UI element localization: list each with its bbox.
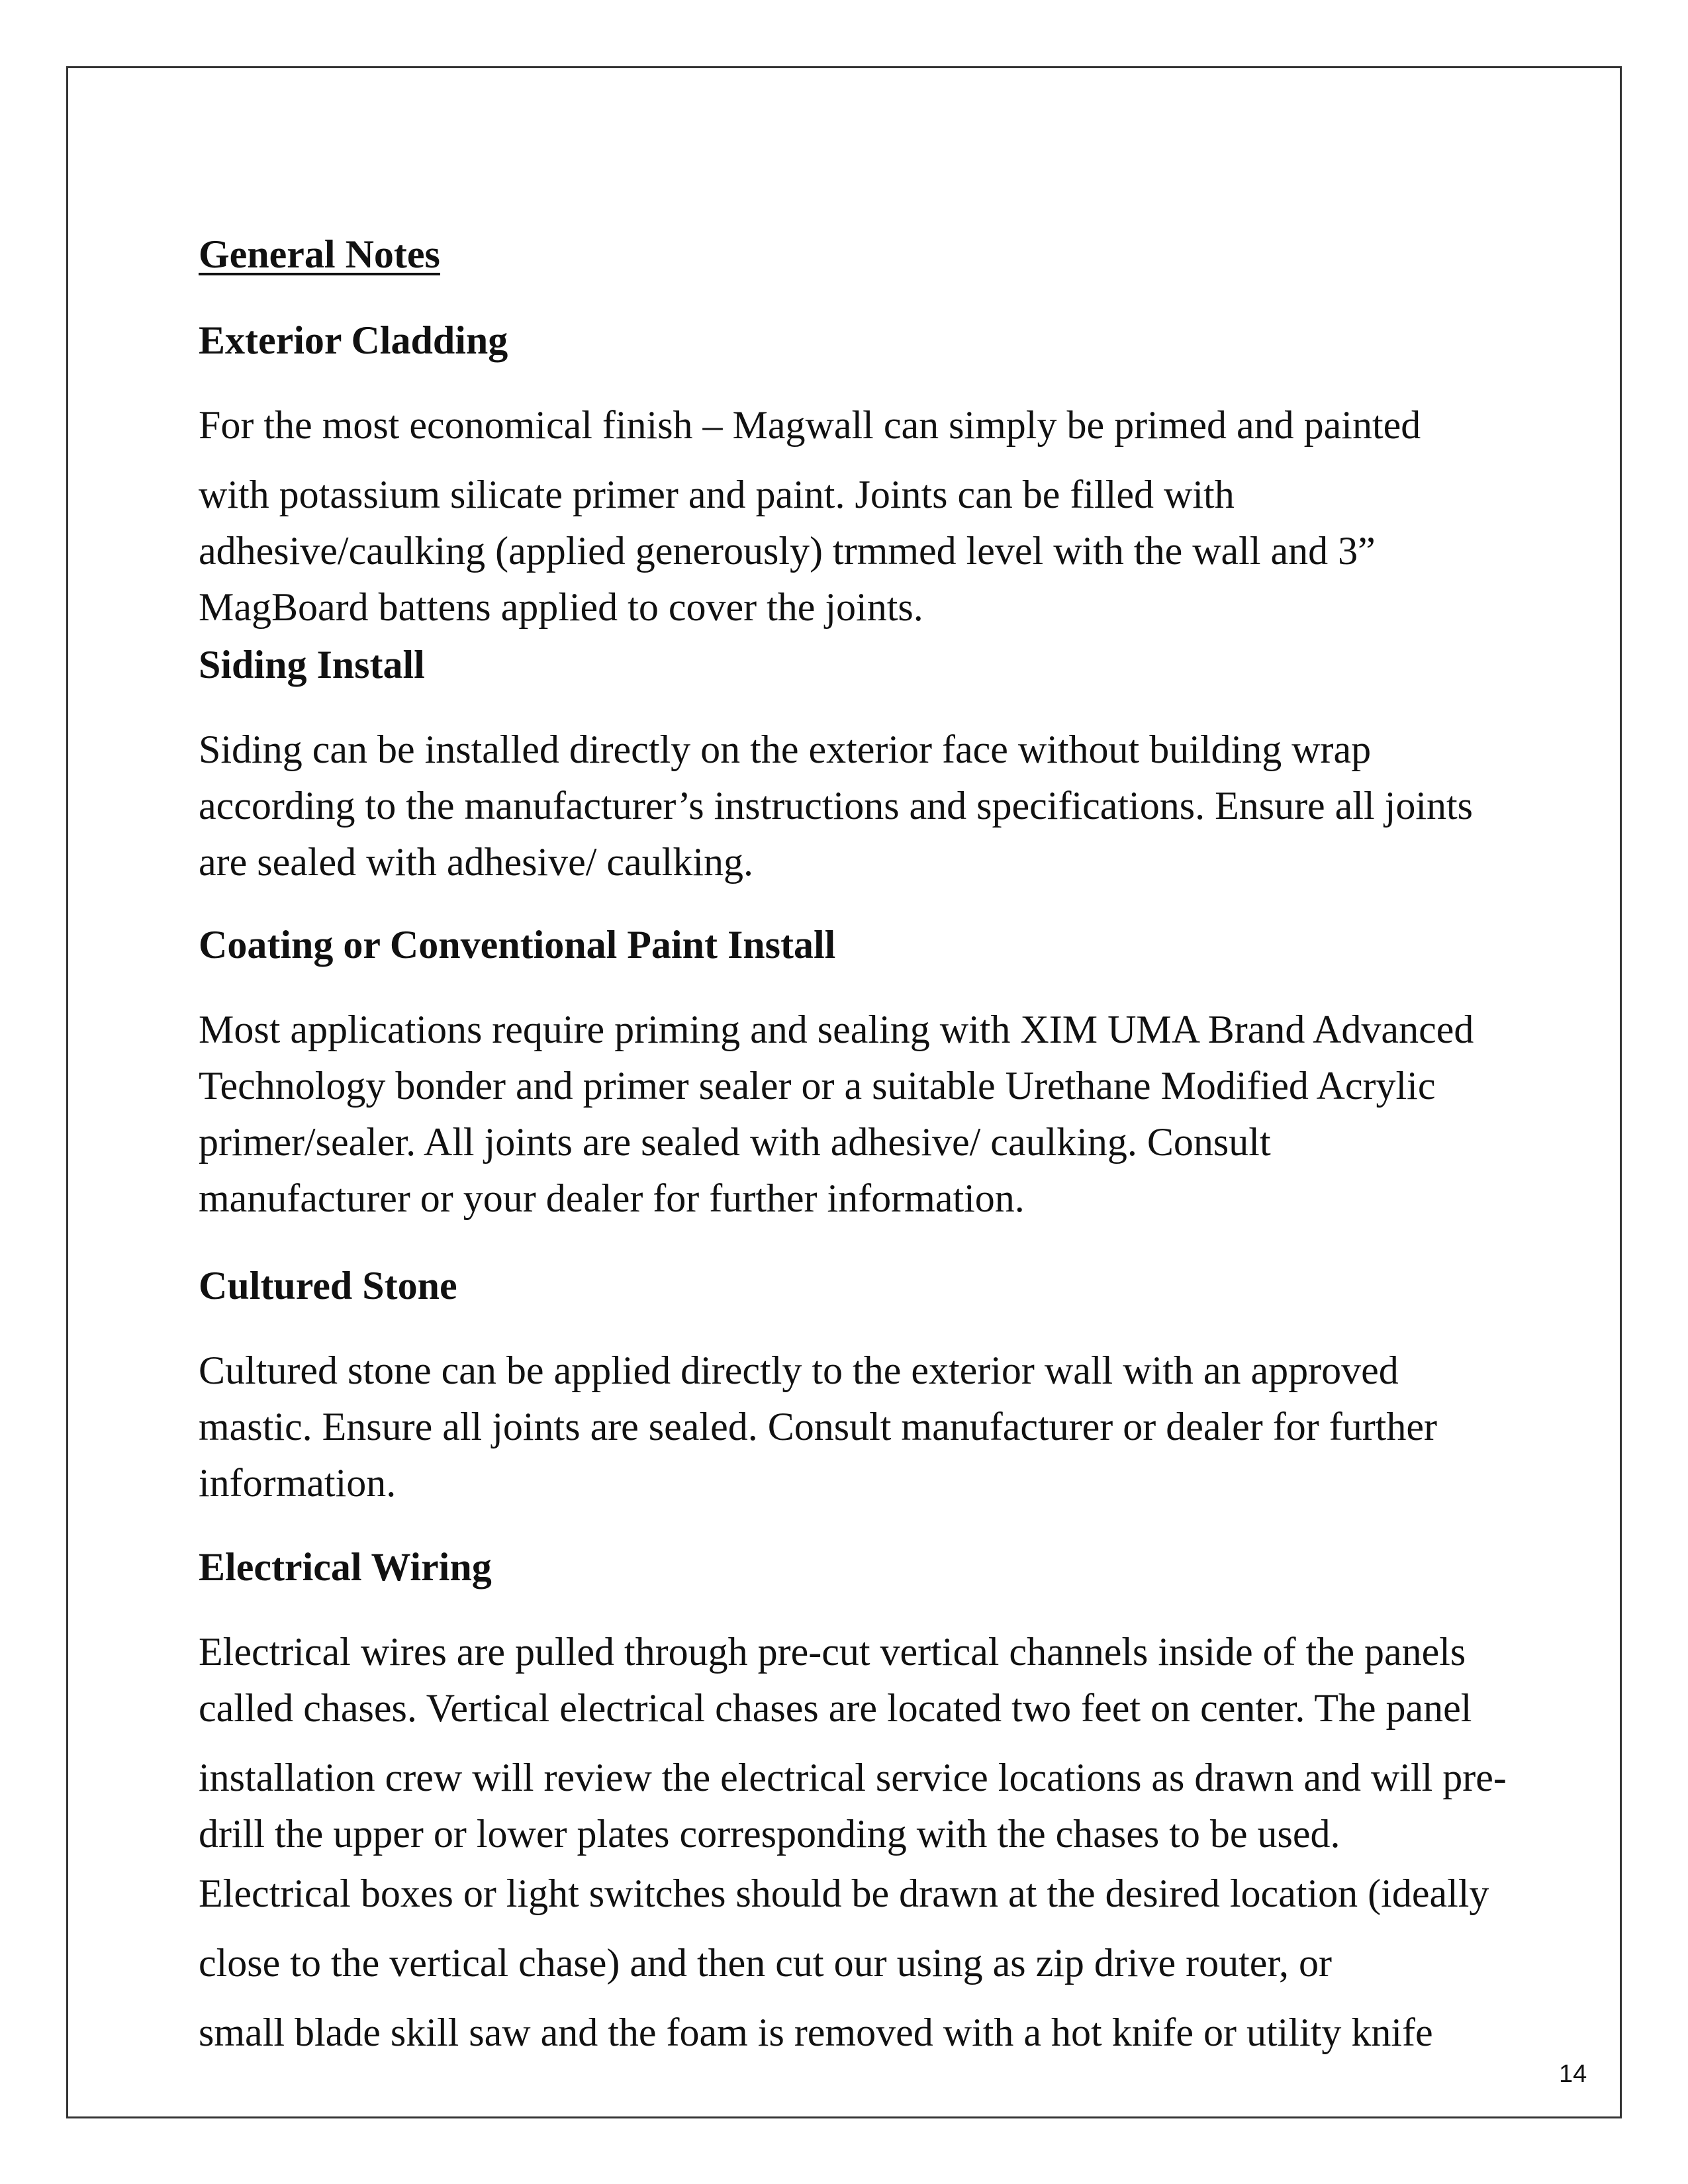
- paragraph-line: Electrical wires are pulled through pre-cut vertical channels inside of the panels: [199, 1630, 1466, 1674]
- section-heading-electrical-wiring: Electrical Wiring: [199, 1545, 492, 1589]
- paragraph-line: primer/sealer. All joints are sealed with adhesive/ caulking. Consult: [199, 1120, 1271, 1164]
- paragraph-line: called chases. Vertical electrical chases are located two feet on center. The panel: [199, 1686, 1472, 1730]
- paragraph-line: For the most economical finish – Magwall can simply be primed and painted: [199, 403, 1421, 447]
- section-heading-exterior-cladding: Exterior Cladding: [199, 318, 508, 362]
- paragraph-line: Technology bonder and primer sealer or a suitable Urethane Modified Acrylic: [199, 1064, 1436, 1108]
- paragraph-line: small blade skill saw and the foam is removed with a hot knife or utility knife: [199, 2011, 1433, 2054]
- page-title: General Notes: [199, 232, 440, 276]
- paragraph-line: mastic. Ensure all joints are sealed. Consult manufacturer or dealer for further: [199, 1405, 1437, 1448]
- paragraph-line: with potassium silicate primer and paint. Joints can be filled with: [199, 473, 1235, 516]
- paragraph-line: installation crew will review the electrical service locations as drawn and will pre-: [199, 1756, 1507, 1799]
- paragraph-line: MagBoard battens applied to cover the joints.: [199, 585, 923, 629]
- paragraph-line: Cultured stone can be applied directly to the exterior wall with an approved: [199, 1349, 1399, 1392]
- paragraph-line: according to the manufacturer’s instructions and specifications. Ensure all joints: [199, 784, 1474, 828]
- paragraph-line: drill the upper or lower plates corresponding with the chases to be used.: [199, 1812, 1340, 1856]
- paragraph-line: adhesive/caulking (applied generously) trmmed level with the wall and 3”: [199, 529, 1376, 573]
- paragraph-line: Most applications require priming and sealing with XIM UMA Brand Advanced: [199, 1008, 1474, 1051]
- section-heading-cultured-stone: Cultured Stone: [199, 1264, 457, 1307]
- paragraph-line: manufacturer or your dealer for further information.: [199, 1176, 1025, 1220]
- page-number: 14: [1559, 2060, 1587, 2088]
- paragraph-line: information.: [199, 1461, 397, 1505]
- paragraph-line: Siding can be installed directly on the exterior face without building wrap: [199, 728, 1372, 771]
- paragraph-line: are sealed with adhesive/ caulking.: [199, 840, 754, 884]
- section-heading-siding-install: Siding Install: [199, 643, 425, 687]
- section-heading-coating-install: Coating or Conventional Paint Install: [199, 923, 836, 967]
- paragraph-line: close to the vertical chase) and then cut our using as zip drive router, or: [199, 1941, 1332, 1985]
- paragraph-line: Electrical boxes or light switches should be drawn at the desired location (ideally: [199, 1872, 1489, 1915]
